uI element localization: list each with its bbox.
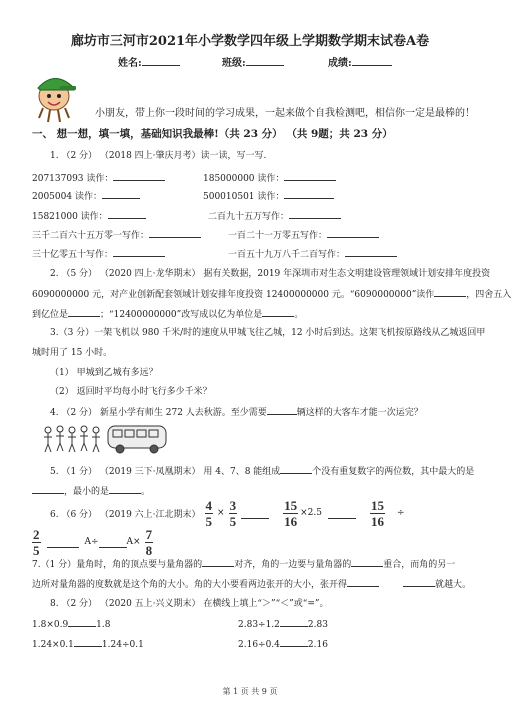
fraction: 7 8 <box>145 526 153 558</box>
q5-line: 5. （1 分） （2019 三下·凤凰期末） 用 4、7、8 能组成 个没有重复数字的两位数，其中最大的是 <box>50 463 474 477</box>
page-title: 廊坊市三河市2021年小学数学四年级上学期数学期末试卷A卷 <box>70 34 430 49</box>
q1-item: 三千二百六十五万零一写作： <box>32 227 201 241</box>
q7-line: 边所对量角器的度数就是这个角的大小。角的大小要看两边张开的大小，张开得 就越大。 <box>32 576 471 590</box>
q1-item: 2005004 读作： <box>32 188 140 202</box>
q1-heading: 1. （2 分） （2018 四上·肇庆月考）读一读，写一写. <box>50 151 267 161</box>
fraction: 15 16 <box>370 497 384 529</box>
q3-line: 城时用了 15 小时。 <box>32 348 113 358</box>
score-field <box>328 54 392 69</box>
fraction: 4 5 <box>205 497 213 529</box>
fraction: 3 5 <box>229 497 237 529</box>
q6-line: 6. （6 分） （2019 六上·江北期末） 4 5 × 3 5 15 16 ×2.5 15 16 ÷ <box>50 497 405 529</box>
score-blank[interactable] <box>352 55 392 66</box>
score-label: 成绩: <box>328 58 352 69</box>
fraction: 2 5 <box>33 526 40 558</box>
q2-line: 到亿位是 ；“12400000000”改写成以亿为单位是 。 <box>32 306 303 320</box>
section-heading: 一、 想一想，填一填，基础知识我最棒!（共 23 分） （共 9题；共 23 分） <box>32 128 393 140</box>
q8-item: 2.16÷0.4 2.16 <box>238 636 328 650</box>
name-field <box>118 54 180 69</box>
q8-item: 2.83÷1.2 2.83 <box>238 616 328 630</box>
name-blank[interactable] <box>142 55 180 66</box>
q3-sub: （2） 返回时平均每小时飞行多少千米？ <box>50 387 212 397</box>
q4-line: 4. （2 分） 新星小学有师生 272 人去秋游。至少需要 辆这样的大客车才能一次运完？ <box>50 404 423 418</box>
q5-line: ，最小的是 。 <box>32 483 150 497</box>
class-field <box>222 54 284 69</box>
q8-heading: 8. （2 分） （2020 五上·兴义期末） 在横线上填上“＞”“＜”或“=”。 <box>50 599 329 609</box>
fraction: 15 16 <box>284 497 298 529</box>
q1-item: 15821000 读作： <box>32 208 146 222</box>
q1-item: 二百九十五万写作： <box>208 208 341 222</box>
q1-item: 一百二十一万零五写作： <box>228 227 379 241</box>
students-and-bus-illustration <box>40 420 170 456</box>
q1-item: 500010501 读作： <box>203 188 334 202</box>
q6-line: 2 5 A÷ A× 7 8 <box>33 526 153 558</box>
page-footer: 第 1 页 共 9 页 <box>222 687 278 696</box>
q1-item: 185000000 读作： <box>203 170 336 184</box>
q1-item: 一百五十九万八千二百写作： <box>228 246 397 260</box>
name-label: 姓名: <box>118 58 142 69</box>
q8-item: 1.8×0.9 1.8 <box>32 616 111 630</box>
q3-line: 3.（3 分）一架飞机以 980 千米/时的速度从甲城飞往乙城，12 小时后到达。这架飞机按原路线从乙城返回甲 <box>50 328 486 338</box>
q1-item: 207137093 读作： <box>32 170 165 184</box>
q8-item: 1.24×0.1 1.24÷0.1 <box>32 636 144 650</box>
class-blank[interactable] <box>246 55 284 66</box>
q7-line: 7.（1 分）量角时，角的顶点要与量角器的 对齐，角的一边要与量角器的 重合，而角的另一 <box>32 556 455 570</box>
class-label: 班级: <box>222 58 246 69</box>
q2-line: 2. （5 分） （2020 四上·龙华期末） 据有关数据，2019 年深圳市对生态文明建设管理领域计划安排年度投资 <box>50 269 491 279</box>
q2-line: 6090000000 元，对产业创新配套领域计划安排年度投资 12400000000 元。“6090000000”读作 ，四舍五入 <box>32 286 511 300</box>
q1-item: 三十亿零五十写作： <box>32 246 165 260</box>
mascot-illustration <box>30 68 80 124</box>
encouragement-text: 小朋友，带上你一段时间的学习成果，一起来做个自我检测吧，相信你一定是最棒的！ <box>95 108 475 119</box>
q3-sub: （1） 甲城到乙城有多远？ <box>50 368 158 378</box>
